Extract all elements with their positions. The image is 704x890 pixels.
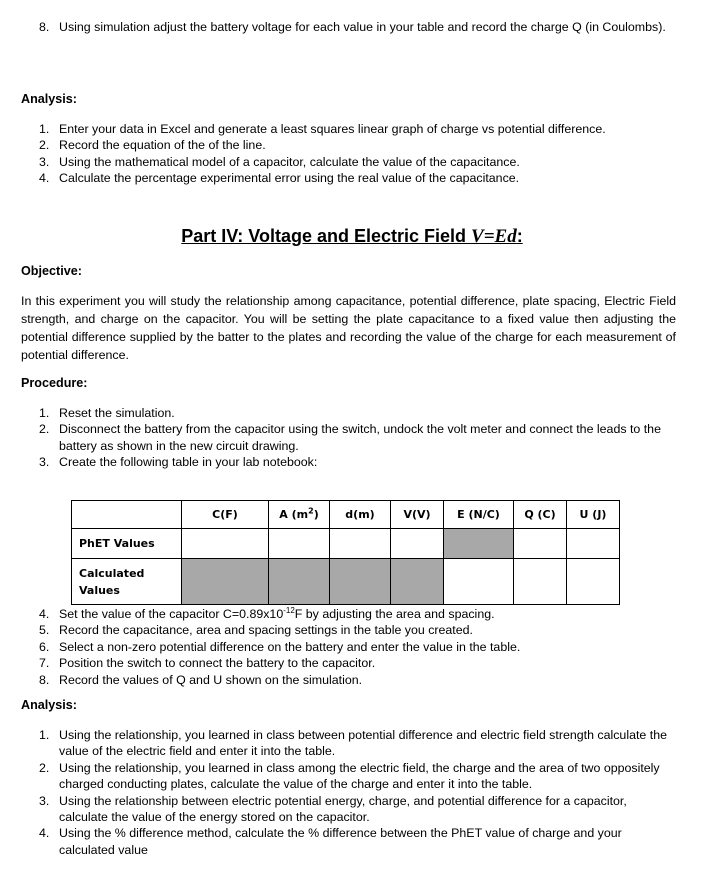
analysis1-list: [39, 121, 676, 187]
list-item: 2. Record the equation of the of the line.: [39, 138, 266, 153]
table-row: [72, 559, 620, 605]
analysis-heading: Analysis:: [21, 698, 77, 712]
list-item: 3. Create the following table in your lab notebook:: [39, 455, 318, 470]
table-cell: [444, 559, 514, 605]
table-cell: [182, 529, 269, 559]
column-header-field: E (N/C): [444, 501, 514, 529]
list-item: 3. Using the relationship between electric potential energy, charge, and potential difference for a capacitor, calculate the value of the energy stored on the capacitor.: [39, 793, 627, 825]
table-cell-shaded: [391, 559, 444, 605]
list-item: 6. Select a non-zero potential difference on the battery and enter the value in the table.: [39, 639, 521, 654]
objective-paragraph: In this experiment you will study the relationship among capacitance, potential difference, plate spacing, Electric Field strength, and charge on the capacitor. You will be setting the plate capacitance to a fixed value then adjusting the potential difference supplied by the batter to the plates and recording the value of the charge for each measurement of potential difference.: [21, 294, 676, 362]
table-cell-shaded: [182, 559, 269, 605]
table-header-row: [72, 501, 620, 529]
column-header-spacing: d(m): [330, 501, 391, 529]
column-header-voltage: V(V): [391, 501, 444, 529]
table-cell: [567, 559, 620, 605]
procedure-heading: Procedure:: [21, 376, 88, 390]
step8-list: [39, 19, 676, 35]
row-label-calculated: Calculated Values: [72, 559, 182, 605]
procedure-list: [39, 405, 676, 471]
procedure-list-continued: [39, 606, 676, 688]
list-item: 1. Enter your data in Excel and generate a least squares linear graph of charge vs potential difference.: [39, 122, 606, 136]
table-cell: [391, 529, 444, 559]
table-cell: [514, 559, 567, 605]
list-item: 5. Record the capacitance, area and spacing settings in the table you created.: [39, 623, 473, 638]
column-header-energy: U (J): [567, 501, 620, 529]
list-item: 7. Position the switch to connect the battery to the capacitor.: [39, 656, 376, 671]
list-item: 8. Using simulation adjust the battery voltage for each value in your table and record the charge Q (in Coulombs).: [39, 20, 666, 34]
list-item: 2. Using the relationship, you learned in class among the electric field, the charge and the area of two oppositely charged conducting plates, calculate the value of the charge and enter it into the table.: [39, 760, 660, 792]
list-item: 4. Set the value of the capacitor $C=0.89x10^{-12}F$ by adjusting the area and spacing.: [39, 605, 495, 621]
table-corner-cell: [72, 501, 182, 529]
list-item: 1. Reset the simulation.: [39, 406, 175, 420]
table-row: [72, 529, 620, 559]
table-cell: [330, 529, 391, 559]
step-text: Using simulation adjust the battery voltage for each value in your table and record the charge Q (in Coulombs).: [59, 20, 666, 34]
objective-heading: Objective:: [21, 264, 82, 278]
analysis2-list: [39, 727, 676, 858]
column-header-charge: Q (C): [514, 501, 567, 529]
list-item: 4. Calculate the percentage experimental error using the real value of the capacitance.: [39, 171, 520, 186]
table-cell: [567, 529, 620, 559]
list-item: 3. Using the mathematical model of a capacitor, calculate the value of the capacitance.: [39, 154, 520, 169]
table-cell: [269, 529, 330, 559]
table-cell-shaded: [269, 559, 330, 605]
formula: V=Ed: [471, 226, 517, 247]
list-item: 8. Record the values of Q and U shown on the simulation.: [39, 672, 363, 687]
list-item: 1. Using the relationship, you learned in class between potential difference and electric field strength calculate the value of the electric field and enter it into the table.: [39, 728, 667, 759]
table-cell: [514, 529, 567, 559]
list-item: 4. Using the % difference method, calculate the % difference between the PhET value of charge and your calculated value: [39, 826, 622, 857]
row-label-phet: PhET Values: [72, 529, 182, 559]
part-title: Part IV: Voltage and Electric Field V=Ed:: [181, 226, 523, 247]
table-cell-shaded: [444, 529, 514, 559]
column-header-area: A $(m^2)$: [269, 501, 330, 529]
table-cell-shaded: [330, 559, 391, 605]
column-header-capacitance: C(F): [182, 501, 269, 529]
analysis-heading: Analysis:: [21, 92, 77, 106]
list-item: 2. Disconnect the battery from the capacitor using the switch, undock the volt meter and connect the leads to the battery as shown in the new circuit drawing.: [39, 422, 661, 453]
data-table: [71, 500, 620, 605]
